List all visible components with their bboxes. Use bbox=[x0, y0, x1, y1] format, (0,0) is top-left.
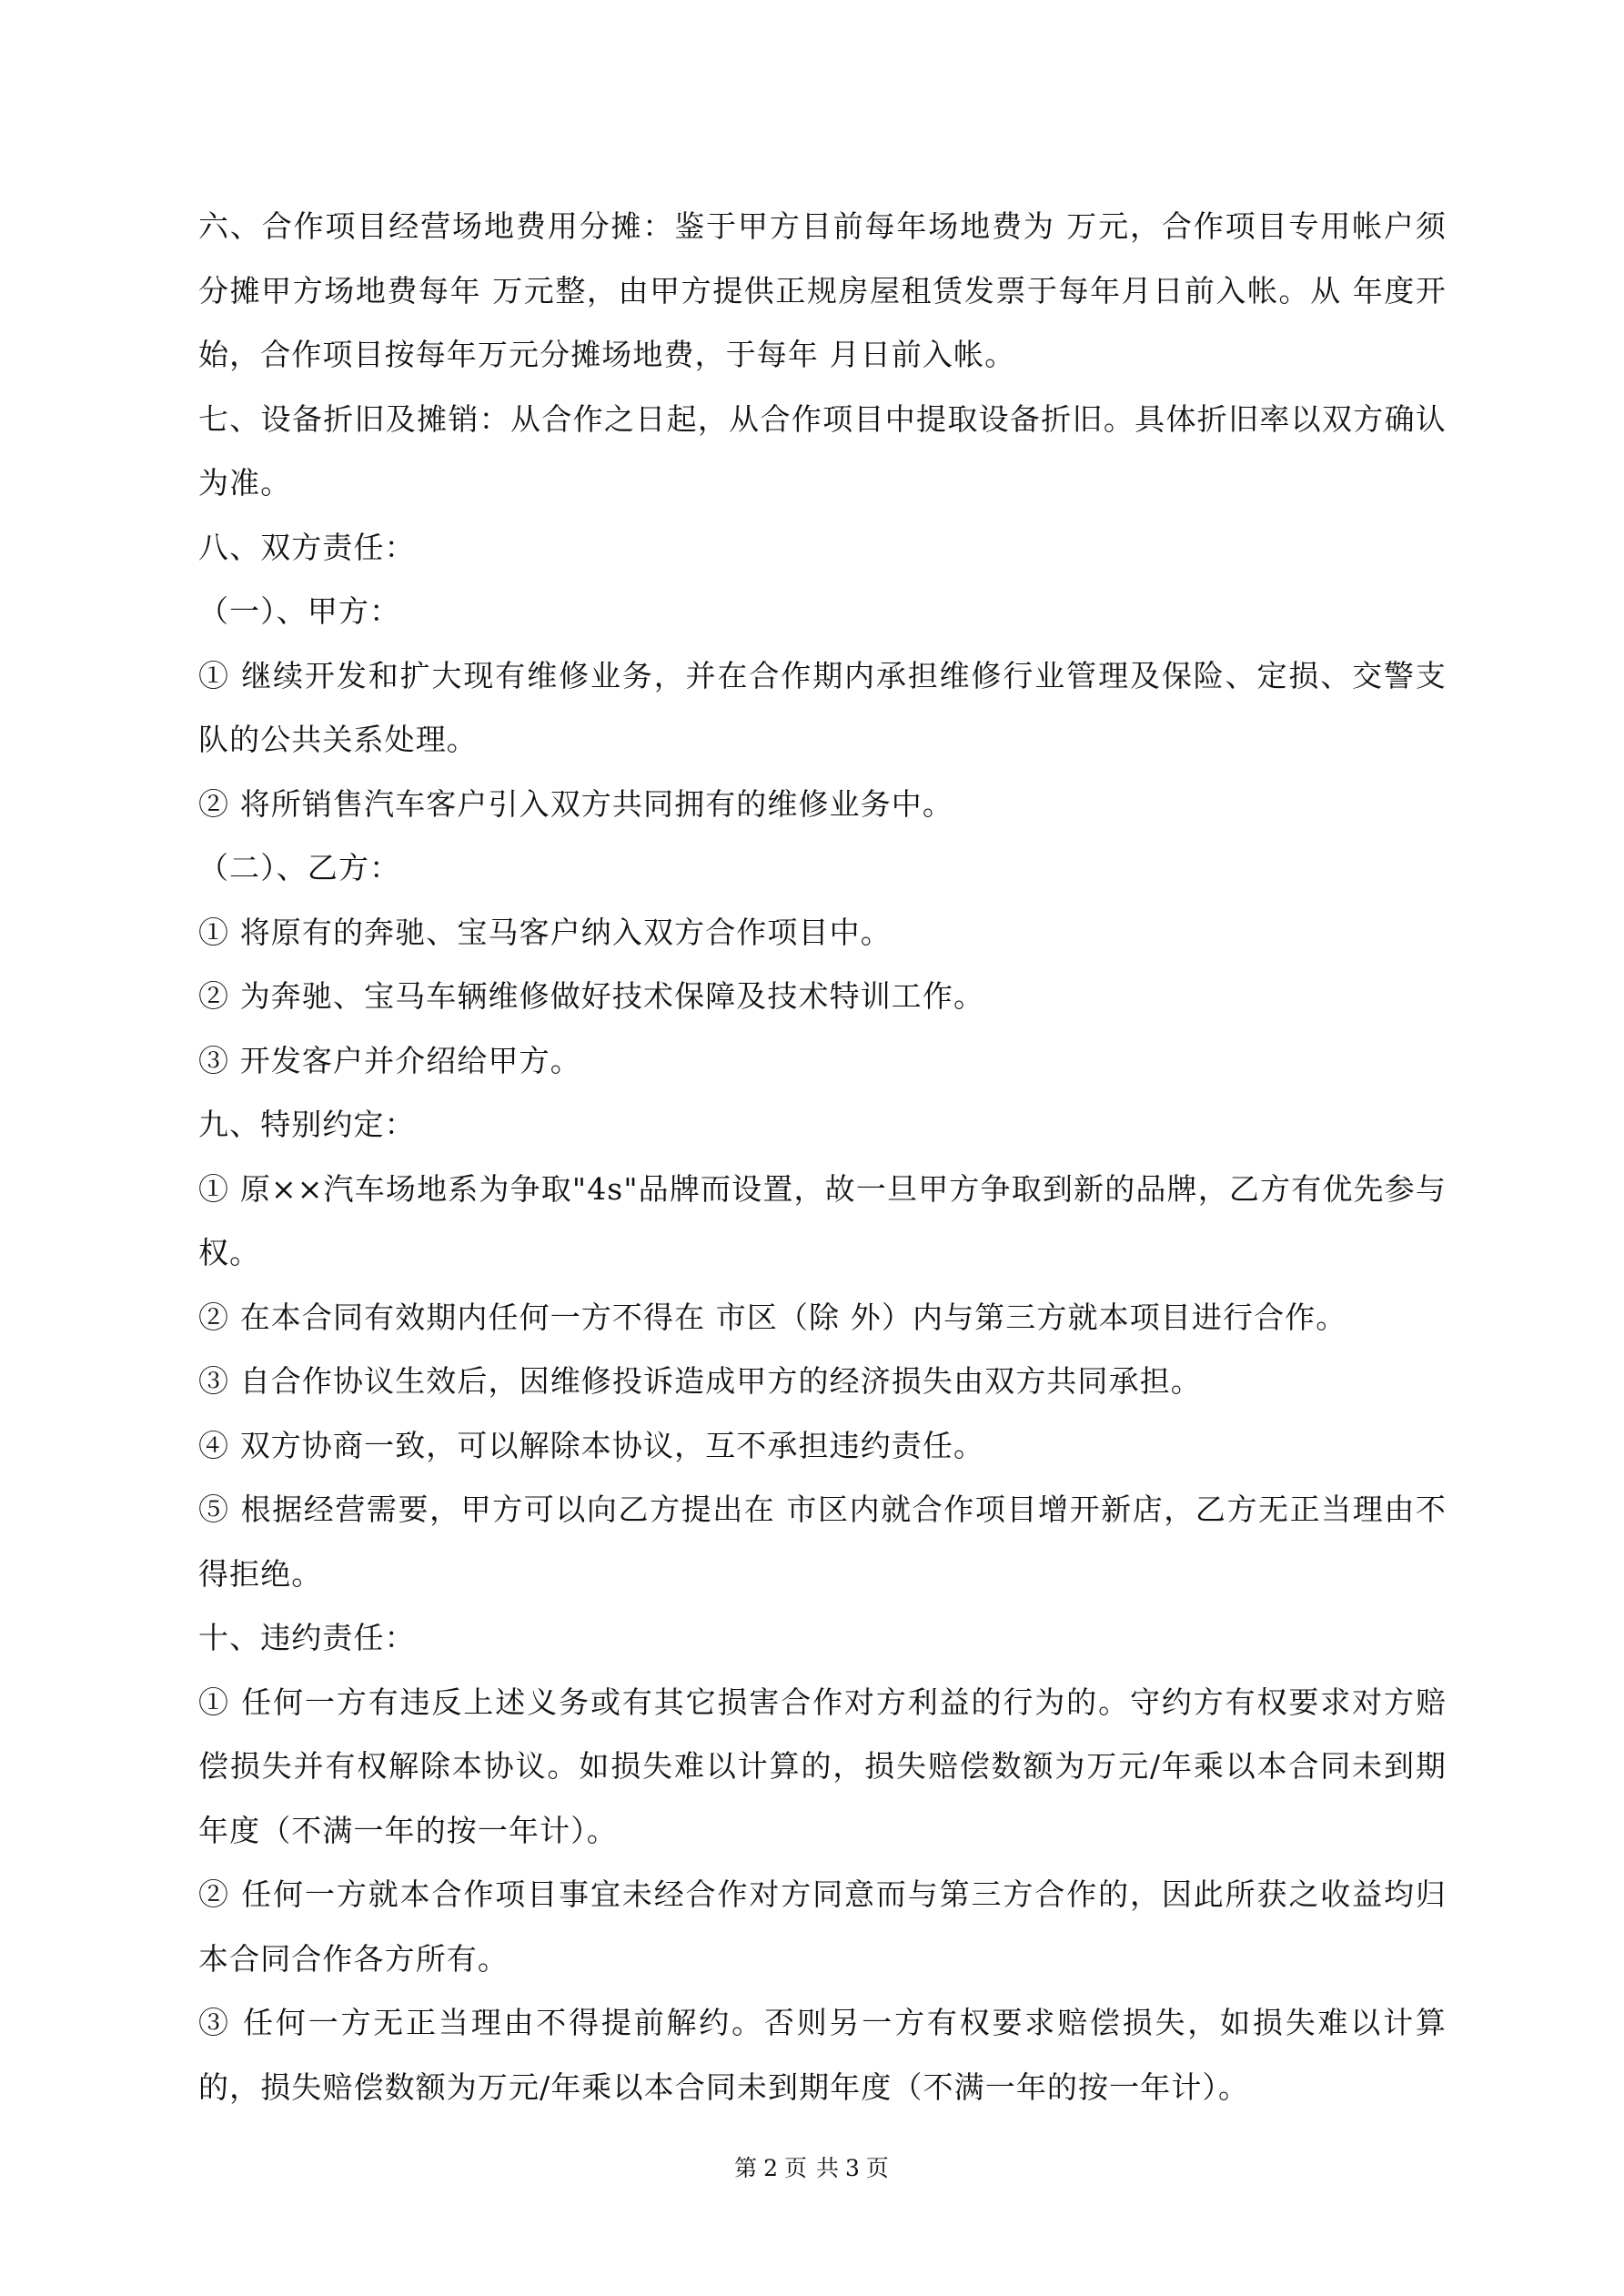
page-footer bbox=[0, 2153, 1624, 2184]
special-item-1: ① 原××汽车场地系为争取"4s"品牌而设置，故一旦甲方争取到新的品牌，乙方有优先参与权。 bbox=[198, 1170, 1447, 1270]
clause-8-heading: 八、双方责任： bbox=[198, 529, 416, 565]
special-item-3: ③ 自合作协议生效后，因维修投诉造成甲方的经济损失由双方共同承担。 bbox=[198, 1363, 1202, 1399]
clause-10-heading: 十、违约责任： bbox=[198, 1620, 416, 1655]
breach-item-2: ② 任何一方就本合作项目事宜未经合作对方同意而与第三方合作的，因此所获之收益均归本合同合作各方所有。 bbox=[198, 1876, 1447, 1977]
special-item-4: ④ 双方协商一致，可以解除本协议，互不承担违约责任。 bbox=[198, 1427, 985, 1463]
footer-middle: 页 共 bbox=[784, 2155, 840, 2181]
party-a-heading: （一）、甲方： bbox=[198, 593, 401, 629]
document-body bbox=[198, 195, 1447, 2119]
clause-6-site-fee: 六、合作项目经营场地费用分摊：鉴于甲方目前每年场地费为 万元，合作项目专用帐户须分摊甲方场地费每年 万元整，由甲方提供正规房屋租赁发票于每年月日前入帐。从 年度开始，合作项目按每年万元分摊场地费，于每年 月日前入帐。 bbox=[198, 208, 1447, 372]
clause-7-depreciation: 七、设备折旧及摊销：从合作之日起，从合作项目中提取设备折旧。具体折旧率以双方确认为准。 bbox=[198, 400, 1447, 501]
footer-current-page: 2 bbox=[763, 2155, 780, 2181]
clause-9-heading: 九、特别约定： bbox=[198, 1107, 416, 1142]
breach-item-3: ③ 任何一方无正当理由不得提前解约。否则另一方有权要求赔偿损失，如损失难以计算的，损失赔偿数额为万元/年乘以本合同未到期年度（不满一年的按一年计）。 bbox=[198, 2005, 1447, 2105]
footer-suffix: 页 bbox=[865, 2155, 890, 2181]
party-b-item-1: ① 将原有的奔驰、宝马客户纳入双方合作项目中。 bbox=[198, 914, 892, 950]
party-b-item-3: ③ 开发客户并介绍给甲方。 bbox=[198, 1042, 581, 1078]
footer-total-pages: 3 bbox=[844, 2155, 861, 2181]
special-item-2: ② 在本合同有效期内任何一方不得在 市区（除 外）内与第三方就本项目进行合作。 bbox=[198, 1299, 1347, 1335]
special-item-5: ⑤ 根据经营需要，甲方可以向乙方提出在 市区内就合作项目增开新店，乙方无正当理由不得拒绝。 bbox=[198, 1492, 1447, 1592]
breach-item-1: ① 任何一方有违反上述义务或有其它损害合作对方利益的行为的。守约方有权要求对方赔偿损失并有权解除本协议。如损失难以计算的，损失赔偿数额为万元/年乘以本合同未到期年度（不满一年的按一年计）。 bbox=[198, 1684, 1447, 1848]
party-b-heading: （二）、乙方： bbox=[198, 850, 401, 885]
party-a-item-2: ② 将所销售汽车客户引入双方共同拥有的维修业务中。 bbox=[198, 785, 953, 822]
party-b-item-2: ② 为奔驰、宝马车辆维修做好技术保障及技术特训工作。 bbox=[198, 978, 985, 1014]
footer-prefix: 第 bbox=[734, 2155, 759, 2181]
party-a-item-1: ① 继续开发和扩大现有维修业务，并在合作期内承担维修行业管理及保险、定损、交警支队的公共关系处理。 bbox=[198, 657, 1447, 757]
